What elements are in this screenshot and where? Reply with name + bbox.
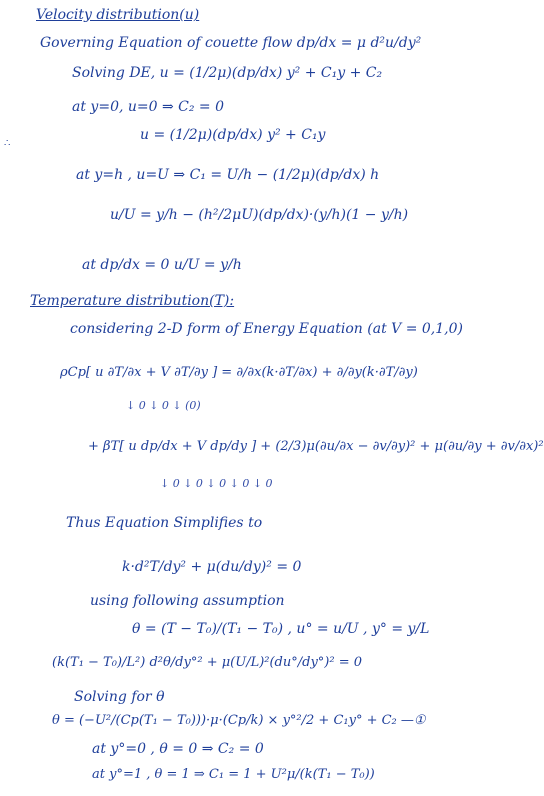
nondimensional-equation-line: (k(T₁ − T₀)/L²) d²θ/dy°² + μ(U/L)²(du°/dy°)² = 0 [52,655,363,670]
velocity-profile-line: u/U = y/h − (h²/2μU)(dp/dx)·(y/h)(1 − y/h) [110,207,409,223]
section-title-velocity: Velocity distribution(u) [36,7,200,23]
boundary-condition-yh-line: at y=h , u=U ⇒ C₁ = U/h − (1/2μ)(dp/dx) h [76,167,380,183]
energy-equation-zero-marks-1: ↓ 0 ↓ 0 ↓ (0) [126,399,201,412]
solving-de-line: Solving DE, u = (1/2μ)(dp/dx) y² + C₁y + C₂ [72,65,383,81]
section-title-temperature: Temperature distribution(T): [30,293,235,309]
velocity-equation-line: u = (1/2μ)(dp/dx) y² + C₁y [140,127,326,143]
zero-pressure-gradient-line: at dp/dx = 0 u/U = y/h [82,257,242,273]
energy-equation-line-2: + βT[ u dp/dx + V dp/dy ] + (2/3)μ(∂u/∂x − ∂v/∂y)² + μ(∂u/∂y + ∂v/∂x)² [88,439,544,454]
theta-general-solution-line: θ = (−U²/(Cp(T₁ − T₀)))·μ·(Cp/k) × y°²/2 + C₁y° + C₂ —① [52,713,426,728]
boundary-condition-theta1-line: at y°=1 , θ = 1 ⇒ C₁ = 1 + U²μ/(k(T₁ − T₀)) [92,767,375,782]
governing-equation-line: Governing Equation of couette flow dp/dx = μ d²u/dy² [40,35,422,51]
boundary-condition-theta0-line: at y°=0 , θ = 0 ⇒ C₂ = 0 [92,741,264,757]
solving-theta-line: Solving for θ [74,689,165,705]
energy-equation-intro-line: considering 2-D form of Energy Equation (at V = 0,1,0) [70,321,463,337]
boundary-condition-y0-line: at y=0, u=0 ⇒ C₂ = 0 [72,99,225,115]
energy-equation-line-1: ρCp[ u ∂T/∂x + V ∂T/∂y ] = ∂/∂x(k·∂T/∂x) + ∂/∂y(k·∂T/∂y) [60,365,418,380]
nondimensional-variables-line: θ = (T − T₀)/(T₁ − T₀) , u° = u/U , y° = y/L [132,621,430,637]
margin-mark: ∴ [4,138,11,149]
energy-equation-zero-marks-2: ↓ 0 ↓ 0 ↓ 0 ↓ 0 ↓ 0 [160,477,273,490]
simplified-energy-equation-line: k·d²T/dy² + μ(du/dy)² = 0 [122,559,302,575]
simplification-note-line: Thus Equation Simplifies to [66,515,263,531]
assumption-note-line: using following assumption [90,593,285,609]
